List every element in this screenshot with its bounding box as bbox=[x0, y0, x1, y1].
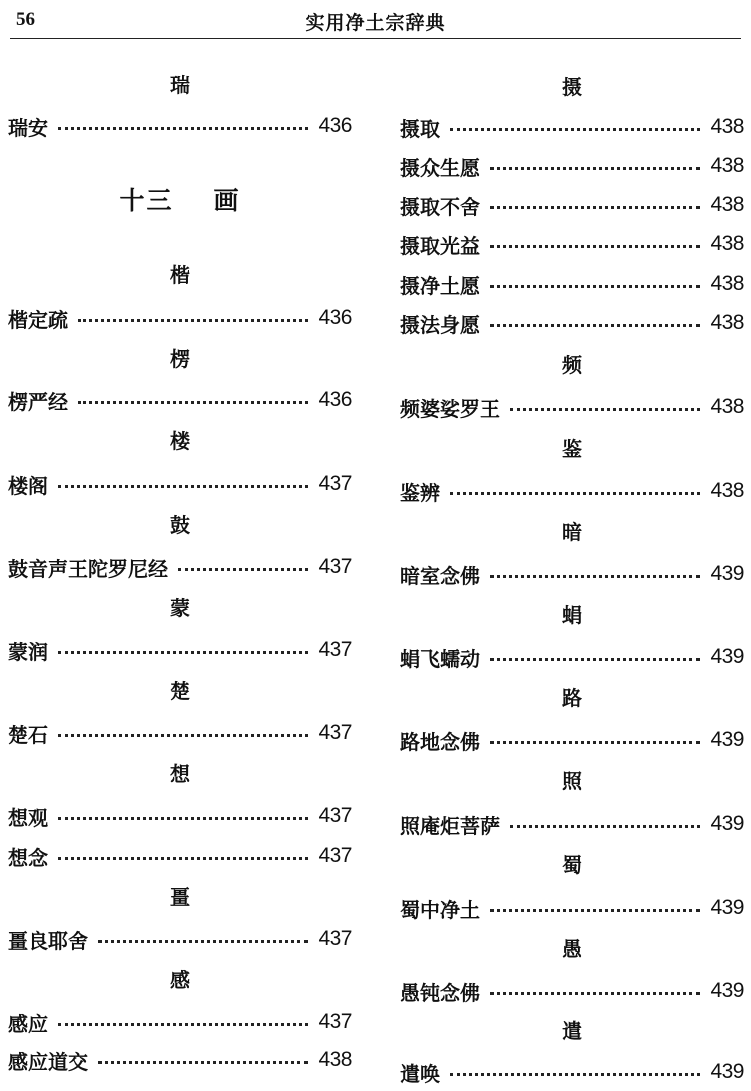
leader-dots bbox=[178, 568, 308, 571]
section-head: 楞 bbox=[170, 347, 190, 371]
section-head: 鼓 bbox=[170, 513, 190, 537]
leader-dots bbox=[450, 1073, 700, 1076]
entry-page: 438 bbox=[710, 272, 744, 295]
stroke-count-heading bbox=[8, 186, 352, 216]
entry-page: 436 bbox=[318, 114, 352, 137]
leader-dots bbox=[490, 324, 700, 327]
entry-term: 感应道交 bbox=[8, 1049, 88, 1074]
entry-page: 437 bbox=[318, 638, 352, 661]
index-entry[interactable] bbox=[8, 1008, 352, 1036]
index-entry[interactable] bbox=[8, 636, 352, 664]
page-number: 56 bbox=[16, 9, 35, 30]
section-head: 想 bbox=[170, 762, 190, 786]
entry-page: 437 bbox=[318, 1010, 352, 1033]
entry-page: 437 bbox=[318, 472, 352, 495]
leader-dots bbox=[510, 825, 700, 828]
section-head: 楷 bbox=[170, 263, 190, 287]
entry-page: 436 bbox=[318, 306, 352, 329]
entry-page: 438 bbox=[710, 395, 744, 418]
book-title: 实用净土宗辞典 bbox=[305, 12, 446, 34]
entry-term: 想观 bbox=[8, 805, 48, 830]
entry-page: 438 bbox=[710, 193, 744, 216]
entry-term: 蜎飞蠕动 bbox=[400, 646, 480, 671]
index-entry[interactable] bbox=[8, 719, 352, 747]
leader-dots bbox=[490, 575, 700, 578]
leader-dots bbox=[490, 741, 700, 744]
entry-page: 439 bbox=[710, 979, 744, 1002]
entry-page: 438 bbox=[710, 115, 744, 138]
entry-term: 楞严经 bbox=[8, 389, 68, 414]
index-entry[interactable] bbox=[400, 1058, 744, 1086]
index-entry[interactable] bbox=[8, 925, 352, 953]
entry-page: 437 bbox=[318, 804, 352, 827]
section-head: 瑞 bbox=[170, 73, 190, 97]
entry-term: 鉴辨 bbox=[400, 480, 440, 505]
entry-term: 频婆娑罗王 bbox=[400, 396, 500, 421]
entry-page: 439 bbox=[710, 896, 744, 919]
section-head: 愚 bbox=[562, 937, 582, 961]
entry-term: 摄取 bbox=[400, 116, 440, 141]
index-entry[interactable] bbox=[400, 230, 744, 258]
leader-dots bbox=[58, 817, 308, 820]
leader-dots bbox=[490, 992, 700, 995]
leader-dots bbox=[490, 658, 700, 661]
section-head: 遣 bbox=[562, 1019, 582, 1043]
leader-dots bbox=[58, 857, 308, 860]
entry-term: 摄取不舍 bbox=[400, 194, 480, 219]
leader-dots bbox=[490, 167, 700, 170]
entry-term: 瑞安 bbox=[8, 115, 48, 140]
index-entry[interactable] bbox=[400, 113, 744, 141]
leader-dots bbox=[78, 319, 308, 322]
leader-dots bbox=[510, 408, 700, 411]
entry-term: 楼阁 bbox=[8, 473, 48, 498]
index-entry[interactable] bbox=[8, 842, 352, 870]
section-head: 楚 bbox=[170, 679, 190, 703]
section-head: 路 bbox=[562, 686, 582, 710]
leader-dots bbox=[58, 127, 308, 130]
leader-dots bbox=[58, 734, 308, 737]
entry-term: 愚钝念佛 bbox=[400, 980, 480, 1005]
leader-dots bbox=[490, 909, 700, 912]
entry-page: 439 bbox=[710, 645, 744, 668]
leader-dots bbox=[58, 651, 308, 654]
header-rule bbox=[10, 38, 741, 39]
index-entry[interactable] bbox=[8, 553, 352, 581]
section-head: 照 bbox=[562, 769, 582, 793]
index-entry[interactable] bbox=[400, 393, 744, 421]
entry-page: 437 bbox=[318, 721, 352, 744]
index-entry[interactable] bbox=[8, 386, 352, 414]
leader-dots bbox=[490, 285, 700, 288]
leader-dots bbox=[58, 485, 308, 488]
entry-term: 摄法身愿 bbox=[400, 312, 480, 337]
entry-term: 蒙润 bbox=[8, 639, 48, 664]
entry-page: 439 bbox=[710, 812, 744, 835]
leader-dots bbox=[78, 401, 308, 404]
index-entry[interactable] bbox=[400, 643, 744, 671]
index-entry[interactable] bbox=[400, 810, 744, 838]
entry-term: 路地念佛 bbox=[400, 729, 480, 754]
entry-term: 暗室念佛 bbox=[400, 563, 480, 588]
leader-dots bbox=[490, 245, 700, 248]
index-entry[interactable] bbox=[400, 560, 744, 588]
index-entry[interactable] bbox=[8, 802, 352, 830]
entry-term: 摄众生愿 bbox=[400, 155, 480, 180]
section-head: 摄 bbox=[562, 75, 582, 99]
section-head: 蜀 bbox=[562, 853, 582, 877]
entry-page: 437 bbox=[318, 927, 352, 950]
leader-dots bbox=[490, 206, 700, 209]
entry-term: 楷定疏 bbox=[8, 307, 68, 332]
index-entry[interactable] bbox=[400, 152, 744, 180]
entry-page: 439 bbox=[710, 1060, 744, 1083]
section-head: 蒙 bbox=[170, 596, 190, 620]
entry-term: 想念 bbox=[8, 845, 48, 870]
index-entry[interactable] bbox=[400, 309, 744, 337]
entry-term: 摄取光益 bbox=[400, 233, 480, 258]
section-head: 楼 bbox=[170, 429, 190, 453]
index-entry[interactable] bbox=[400, 270, 744, 298]
index-entry[interactable] bbox=[400, 894, 744, 922]
entry-page: 439 bbox=[710, 728, 744, 751]
leader-dots bbox=[450, 492, 700, 495]
entry-page: 436 bbox=[318, 388, 352, 411]
index-entry[interactable] bbox=[400, 977, 744, 1005]
section-head: 畺 bbox=[170, 885, 190, 909]
entry-term: 照庵炬菩萨 bbox=[400, 813, 500, 838]
entry-page: 438 bbox=[710, 154, 744, 177]
entry-page: 438 bbox=[710, 232, 744, 255]
leader-dots bbox=[98, 940, 308, 943]
entry-page: 438 bbox=[318, 1048, 352, 1071]
entry-page: 439 bbox=[710, 562, 744, 585]
section-head: 鉴 bbox=[562, 437, 582, 461]
entry-term: 遣唤 bbox=[400, 1061, 440, 1086]
stroke-label: 画 bbox=[213, 186, 241, 215]
index-entry[interactable] bbox=[400, 726, 744, 754]
section-head: 频 bbox=[562, 353, 582, 377]
leader-dots bbox=[58, 1023, 308, 1026]
index-entry[interactable] bbox=[400, 191, 744, 219]
entry-term: 畺良耶舍 bbox=[8, 928, 88, 953]
index-entry[interactable] bbox=[8, 1046, 352, 1074]
entry-page: 438 bbox=[710, 479, 744, 502]
entry-term: 楚石 bbox=[8, 722, 48, 747]
section-head: 感 bbox=[170, 968, 190, 992]
index-entry[interactable] bbox=[8, 470, 352, 498]
index-entry[interactable] bbox=[400, 477, 744, 505]
leader-dots bbox=[450, 128, 700, 131]
section-head: 蜎 bbox=[562, 603, 582, 627]
entry-term: 鼓音声王陀罗尼经 bbox=[8, 556, 168, 581]
entry-term: 感应 bbox=[8, 1011, 48, 1036]
index-entry[interactable] bbox=[8, 112, 352, 140]
entry-page: 437 bbox=[318, 844, 352, 867]
leader-dots bbox=[98, 1061, 308, 1064]
page-header bbox=[0, 0, 751, 40]
section-head: 暗 bbox=[562, 520, 582, 544]
entry-term: 蜀中净土 bbox=[400, 897, 480, 922]
entry-page: 438 bbox=[710, 311, 744, 334]
stroke-count: 十三 bbox=[119, 186, 174, 215]
entry-page: 437 bbox=[318, 555, 352, 578]
entry-term: 摄净土愿 bbox=[400, 273, 480, 298]
index-entry[interactable] bbox=[8, 304, 352, 332]
